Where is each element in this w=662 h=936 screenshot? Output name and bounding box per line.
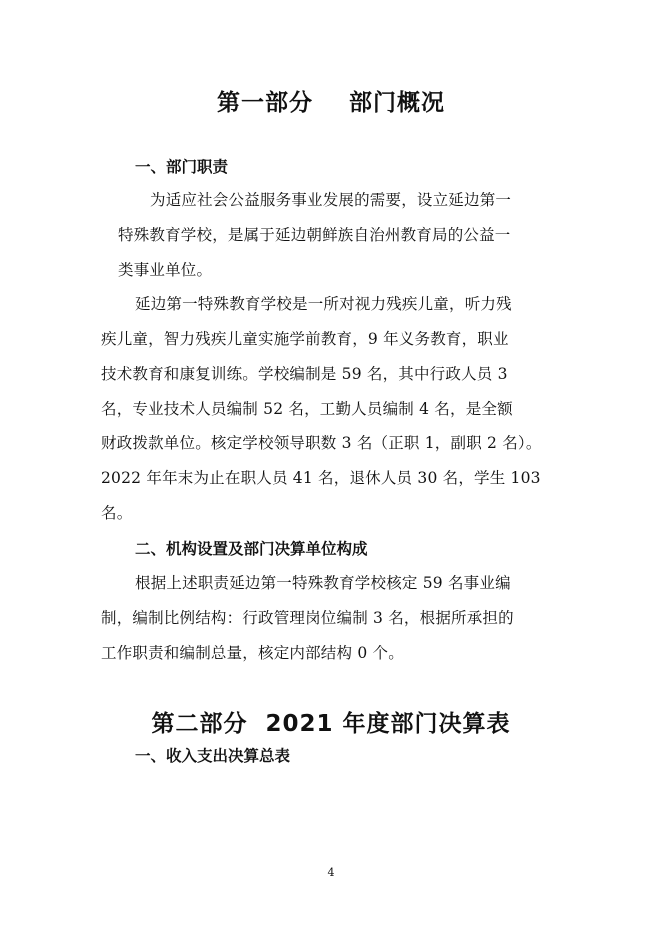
paragraph-line: 类事业单位。 bbox=[118, 261, 213, 279]
paragraph-line: 疾儿童，智力残疾儿童实施学前教育，9 年义务教育，职业 bbox=[101, 330, 509, 348]
page-number: 4 bbox=[327, 866, 335, 879]
part-one-title: 第一部分 部门概况 bbox=[216, 90, 446, 116]
paragraph-line: 名，专业技术人员编制 52 名，工勤人员编制 4 名，是全额 bbox=[101, 400, 513, 418]
section-heading-department-duties: 一、部门职责 bbox=[135, 158, 229, 176]
paragraph-line: 技术教育和康复训练。学校编制是 59 名，其中行政人员 3 bbox=[101, 365, 508, 383]
paragraph-line: 名。 bbox=[101, 504, 133, 522]
paragraph-line: 制，编制比例结构：行政管理岗位编制 3 名，根据所承担的 bbox=[101, 609, 514, 627]
paragraph-line: 为适应社会公益服务事业发展的需要，设立延边第一 bbox=[150, 191, 512, 209]
part-two-title: 第二部分 2021 年度部门决算表 bbox=[151, 711, 511, 737]
paragraph-line: 2022 年年末为止在职人员 41 名，退休人员 30 名，学生 103 bbox=[101, 469, 541, 487]
paragraph-line: 延边第一特殊教育学校是一所对视力残疾儿童，听力残 bbox=[135, 295, 512, 313]
paragraph-line: 特殊教育学校，是属于延边朝鲜族自治州教育局的公益一 bbox=[118, 226, 511, 244]
section-heading-organization: 二、机构设置及部门决算单位构成 bbox=[135, 540, 368, 558]
paragraph-line: 工作职责和编制总量，核定内部结构 0 个。 bbox=[101, 644, 404, 662]
paragraph-line: 财政拨款单位。核定学校领导职数 3 名（正职 1，副职 2 名）。 bbox=[101, 434, 542, 452]
section-heading-income-expense-table: 一、收入支出决算总表 bbox=[135, 747, 291, 765]
paragraph-line: 根据上述职责延边第一特殊教育学校核定 59 名事业编 bbox=[135, 574, 511, 592]
